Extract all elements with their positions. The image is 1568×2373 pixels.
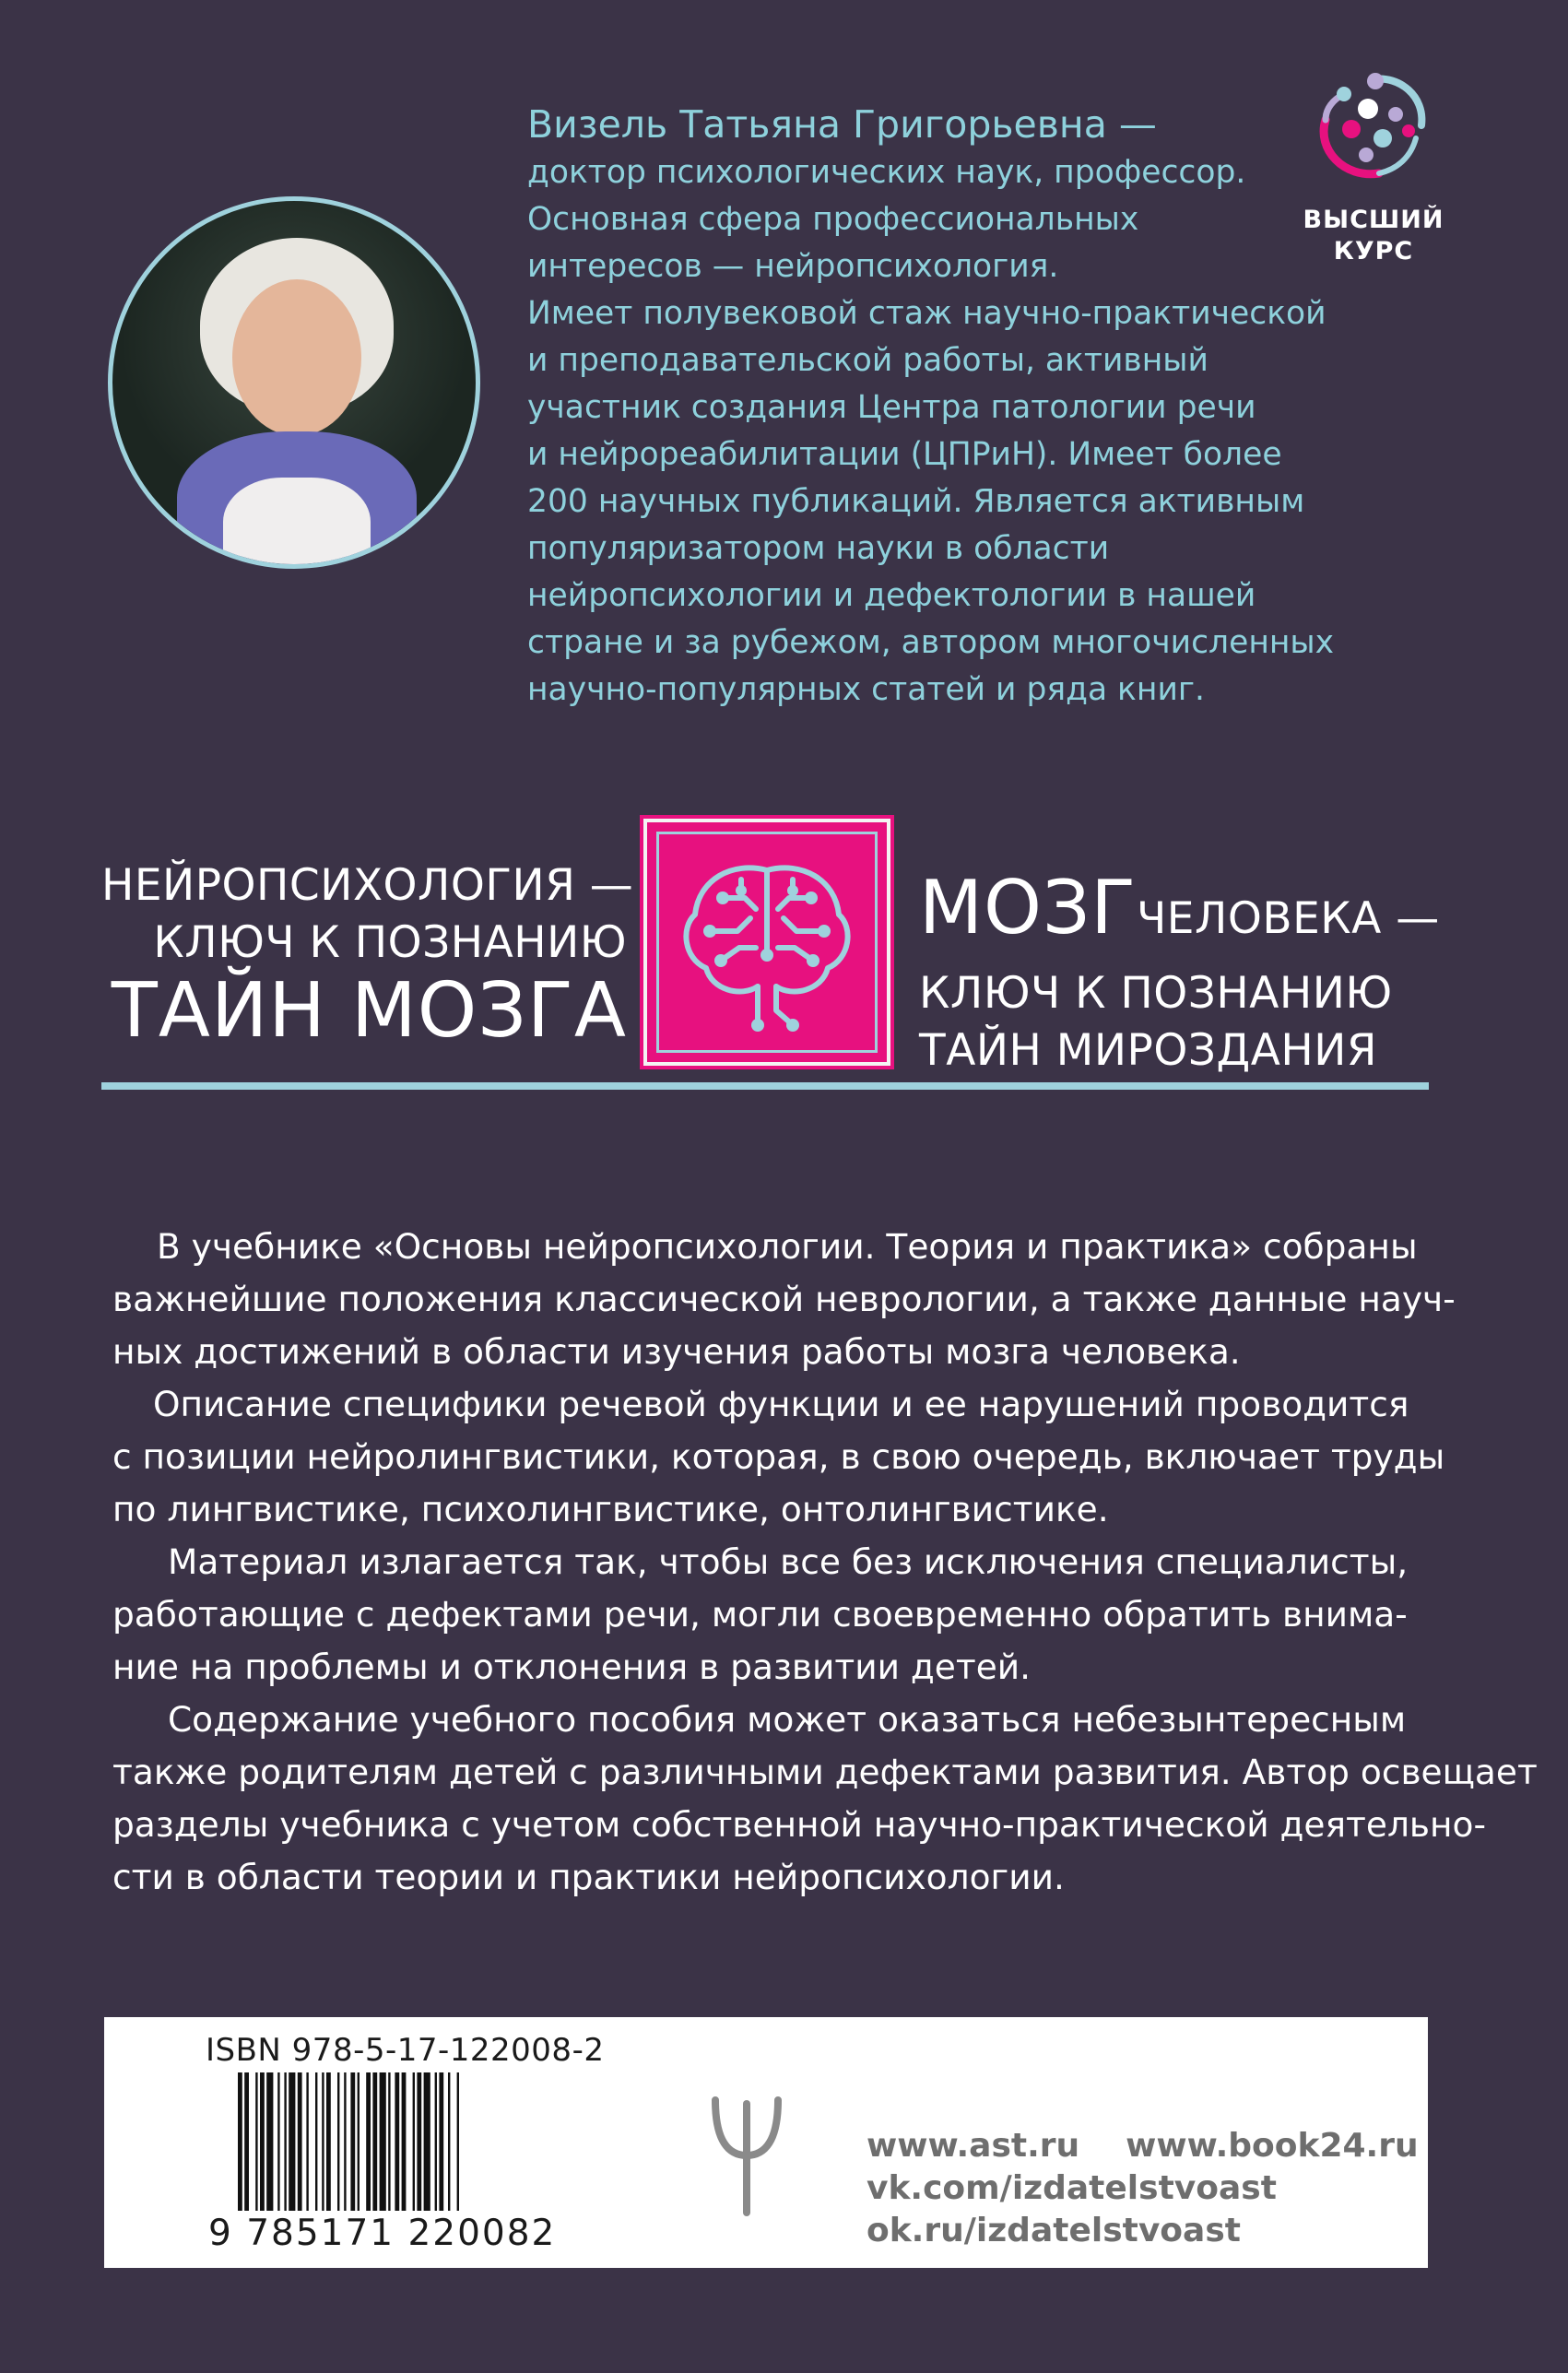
divider-rule [101, 1082, 1429, 1090]
bio-line: и нейрореабилитации (ЦПРиН). Имеет более [527, 436, 1282, 473]
links-row [867, 2125, 1419, 2167]
link-vk[interactable]: vk.com/izdatelstvoast [867, 2169, 1277, 2207]
slogan-right-line-3: ТАЙН МИРОЗДАНИЯ [919, 1025, 1378, 1076]
author-bio [527, 100, 1403, 714]
bio-line: и преподавательской работы, активный [527, 342, 1208, 379]
annotation-line: также родителям детей с различными дефектами развития. Автор освещает [112, 1752, 1538, 1792]
annotation-line: ных достижений в области изучения работы мозга человека. [112, 1331, 1241, 1372]
slogan-left-line-2: КЛЮЧ К ПОЗНАНИЮ [153, 917, 627, 968]
annotation-line: ние на проблемы и отклонения в развитии детей. [112, 1647, 1032, 1687]
isbn-text: ISBN 978-5-17-122008-2 [206, 2032, 605, 2069]
author-name: Визель Татьяна Григорьевна — [527, 102, 1157, 147]
annotation-line: работающие с дефектами речи, могли своевременно обратить внима- [112, 1594, 1408, 1635]
slogan-right-line-2: КЛЮЧ К ПОЗНАНИЮ [919, 968, 1393, 1019]
annotation-line: по лингвистике, психолингвистике, онтолингвистике. [112, 1489, 1109, 1529]
annotation-line: разделы учебника с учетом собственной научно-практической деятельно- [112, 1804, 1487, 1845]
bio-line: научно-популярных статей и ряда книг. [527, 671, 1205, 708]
slogan-right-line-1-rest: ЧЕЛОВЕКА — [1137, 893, 1440, 944]
publisher-links [867, 2125, 1419, 2252]
annotation-line: Материал излагается так, чтобы все без исключения специалисты, [168, 1541, 1409, 1582]
annotation-line: важнейшие положения классической неврологии, а также данные науч- [112, 1279, 1456, 1319]
bio-line: нейропсихологии и дефектологии в нашей [527, 577, 1256, 614]
bio-line: стране и за рубежом, автором многочисленных [527, 624, 1335, 661]
bio-line: доктор психологических наук, профессор. [527, 154, 1246, 191]
photo-shirt [223, 478, 371, 569]
bio-line: интересов — нейропсихология. [527, 248, 1059, 285]
barcode-digits: 9 785171 220082 [208, 2213, 557, 2254]
bio-line: 200 научных публикаций. Является активным [527, 483, 1305, 520]
photo-face [232, 279, 361, 436]
logo-line-1: ВЫСШИЙ [1303, 206, 1444, 234]
link-ok[interactable]: ok.ru/izdatelstvoast [867, 2212, 1241, 2249]
brain-emblem [643, 819, 890, 1066]
barcode-icon [238, 2072, 511, 2211]
slogan-left-line-3: ТАЙН МОЗГА [111, 967, 627, 1055]
annotation-line: Описание специфики речевой функции и ее нарушений проводится [153, 1384, 1409, 1424]
slogan-right-line-1 [919, 865, 1440, 965]
bio-line: Основная сфера профессиональных [527, 201, 1139, 238]
annotation-line: с позиции нейролингвистики, которая, в свою очередь, включает труды [112, 1436, 1445, 1477]
logo-line-2: КУРС [1333, 237, 1414, 266]
psi-logo-icon [710, 2095, 784, 2218]
author-photo [108, 196, 480, 569]
bio-line: Имеет полувековой стаж научно-практической [527, 295, 1326, 332]
slogan-right [919, 865, 1440, 1080]
annotation-line: Содержание учебного пособия может оказаться небезынтересным [168, 1699, 1407, 1740]
link-book24[interactable]: www.book24.ru [1126, 2127, 1419, 2165]
bio-line: участник создания Центра патологии речи [527, 389, 1256, 426]
brain-circuit-icon [667, 843, 867, 1042]
slogan-left-line-1: НЕЙРОПСИХОЛОГИЯ — [101, 860, 634, 911]
link-ast[interactable]: www.ast.ru [867, 2127, 1080, 2165]
annotation-line: сти в области теории и практики нейропсихологии. [112, 1857, 1065, 1897]
bio-line: популяризатором науки в области [527, 530, 1110, 567]
slogan-left [101, 857, 634, 1055]
book-annotation [112, 1221, 1538, 1904]
annotation-line: В учебнике «Основы нейропсихологии. Теория и практика» собраны [157, 1226, 1418, 1267]
slogan-right-big: МОЗГ [919, 865, 1138, 950]
